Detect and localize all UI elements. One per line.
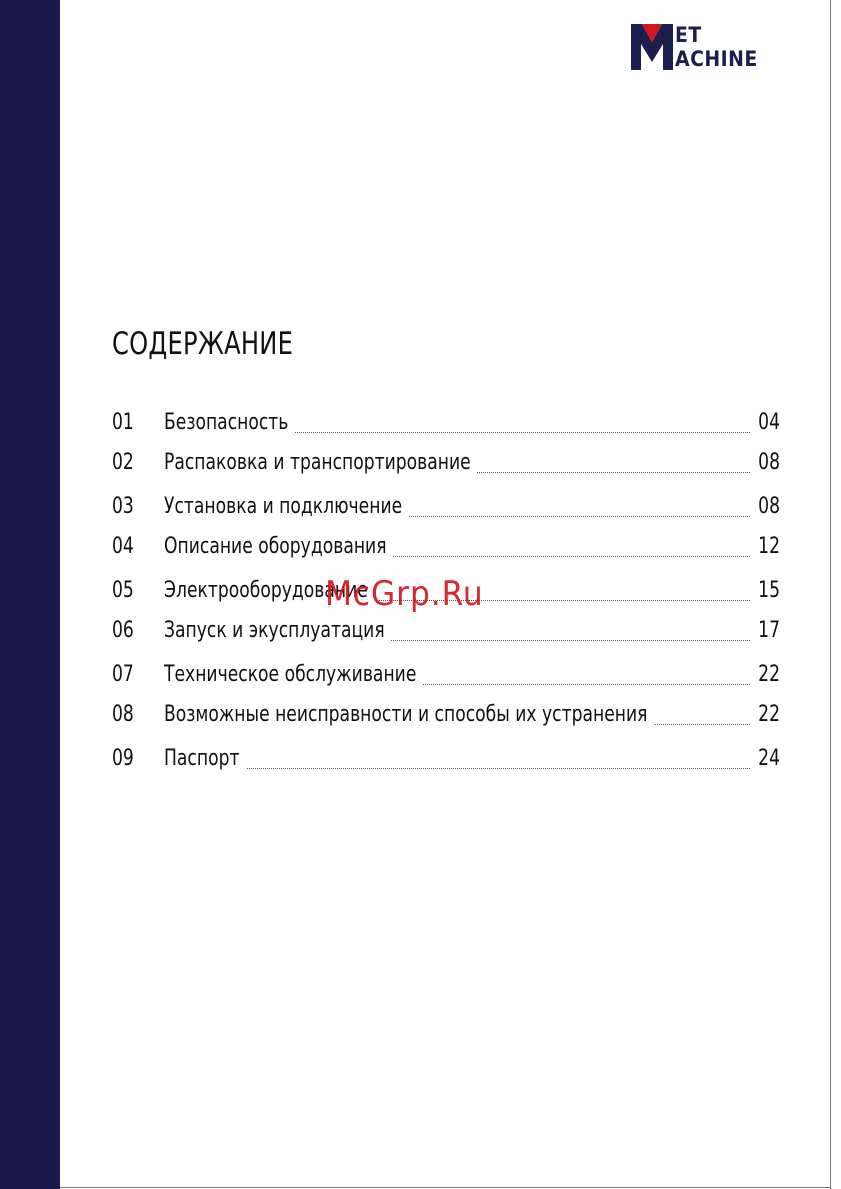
toc-number: 08 xyxy=(112,702,134,727)
toc-number: 05 xyxy=(112,578,134,603)
toc-page-number: 08 xyxy=(758,450,780,475)
page-border-right xyxy=(830,0,831,1189)
toc-label: Описание оборудования xyxy=(164,534,393,560)
logo-text-line2: ACHINE xyxy=(675,47,758,71)
toc-label: Возможные неисправности и способы их устранения xyxy=(164,702,654,728)
watermark-text: McGrp.Ru xyxy=(325,574,484,614)
toc-label: Техническое обслуживание xyxy=(164,662,423,688)
toc-number: 04 xyxy=(112,534,134,559)
toc-label: Распаковка и транспортирование xyxy=(164,450,477,476)
logo-text-line1: ET xyxy=(675,23,702,47)
toc-label: Установка и подключение xyxy=(164,494,408,520)
toc-row[interactable] xyxy=(112,746,780,772)
toc-page-number: 12 xyxy=(758,534,780,559)
toc-page-number: 15 xyxy=(758,578,780,603)
side-color-band xyxy=(0,0,60,1189)
toc-number: 07 xyxy=(112,662,134,687)
toc-row[interactable] xyxy=(112,662,780,688)
page-title: СОДЕРЖАНИЕ xyxy=(112,326,294,362)
toc-row[interactable] xyxy=(112,702,780,728)
toc-label: Электрооборудование xyxy=(164,578,374,604)
page-border-bottom xyxy=(60,1187,831,1188)
toc-page-number: 17 xyxy=(758,618,780,643)
toc-label: Безопасность xyxy=(164,410,295,436)
toc-row[interactable] xyxy=(112,410,780,436)
toc-row[interactable] xyxy=(112,534,780,560)
brand-logo xyxy=(631,24,771,72)
toc-row[interactable] xyxy=(112,618,780,644)
toc-page-number: 24 xyxy=(758,746,780,771)
toc-row[interactable] xyxy=(112,450,780,476)
toc-number: 09 xyxy=(112,746,134,771)
toc-number: 06 xyxy=(112,618,134,643)
toc-label: Запуск и экусплуатация xyxy=(164,618,391,644)
toc-dot-leader xyxy=(164,768,750,769)
toc-number: 03 xyxy=(112,494,134,519)
toc-label: Паспорт xyxy=(164,746,246,772)
toc-number: 02 xyxy=(112,450,134,475)
toc-page-number: 08 xyxy=(758,494,780,519)
toc-page-number: 04 xyxy=(758,410,780,435)
toc-number: 01 xyxy=(112,410,134,435)
toc-page-number: 22 xyxy=(758,662,780,687)
toc-page-number: 22 xyxy=(758,702,780,727)
toc-row[interactable] xyxy=(112,494,780,520)
logo-m-icon xyxy=(631,24,673,70)
